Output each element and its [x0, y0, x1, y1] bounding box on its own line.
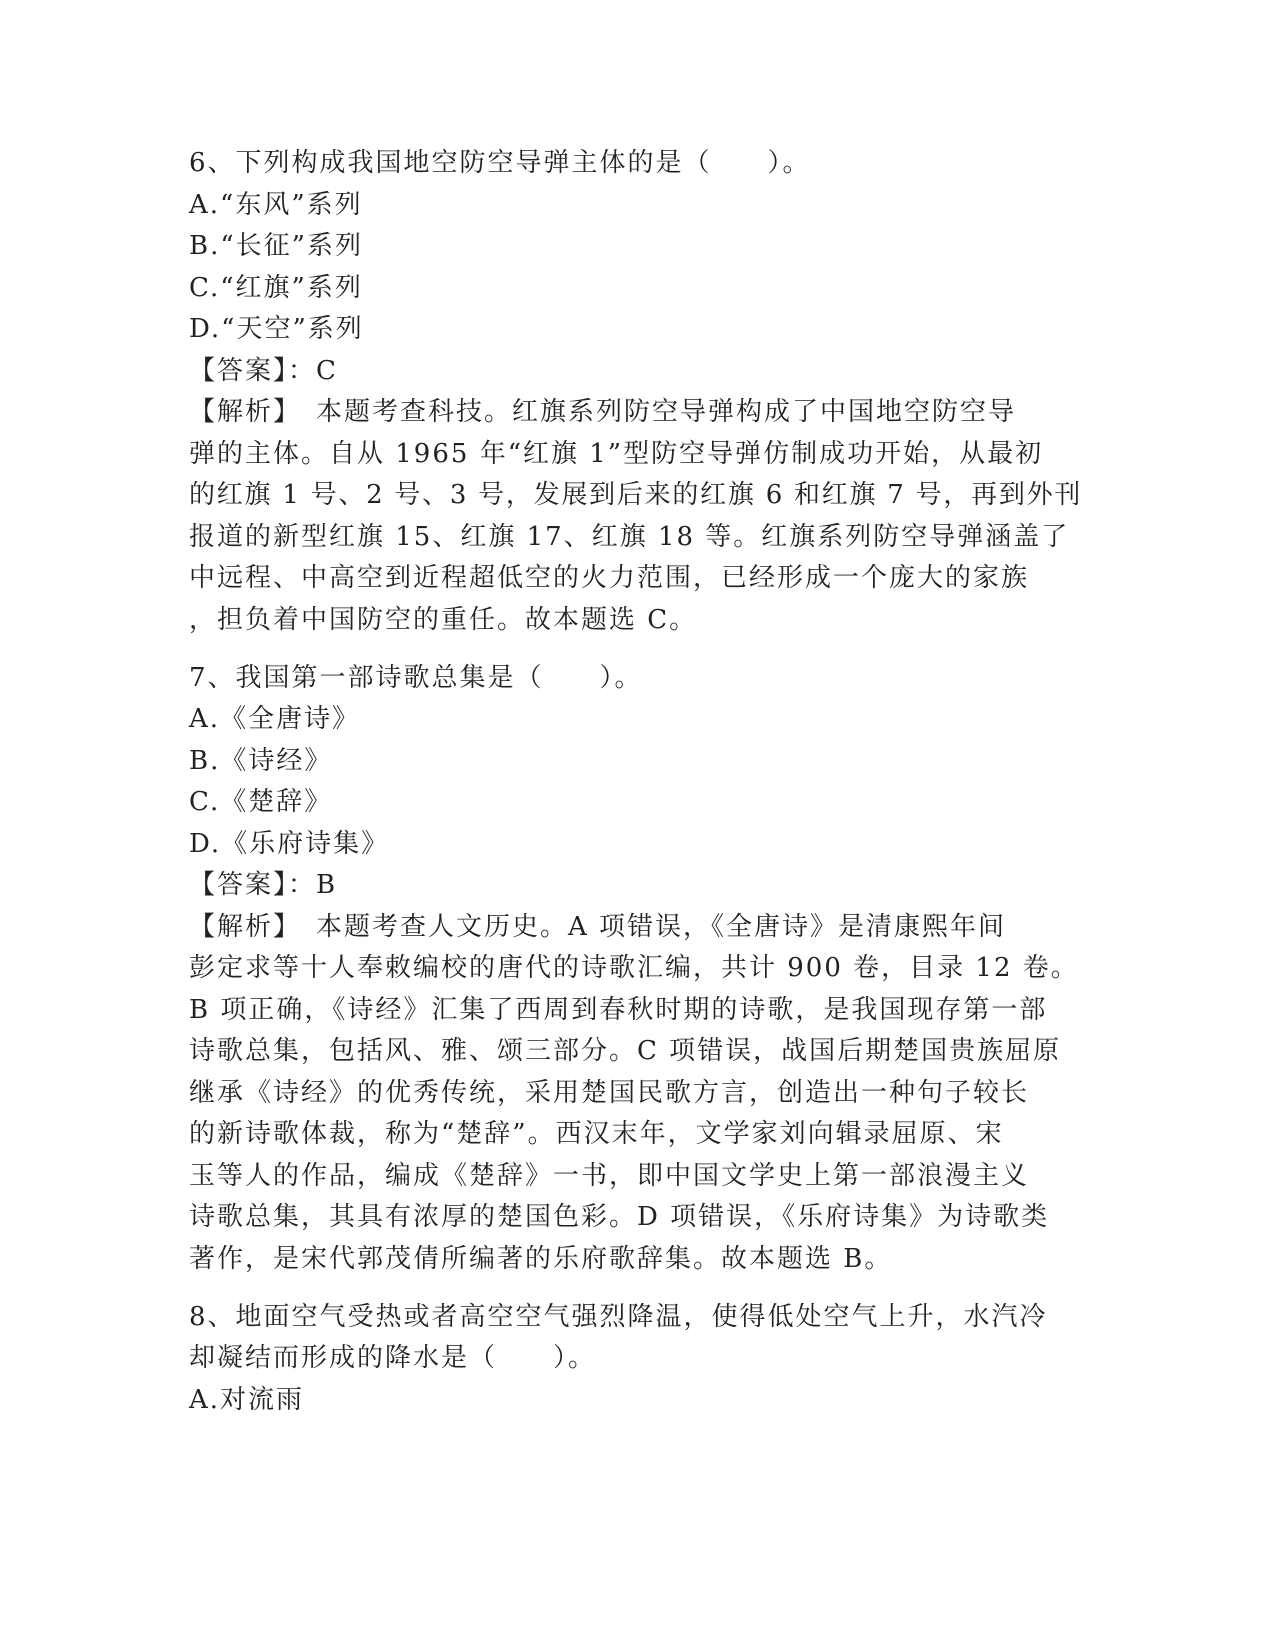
question-6-option-b: B.“长征”系列	[189, 231, 363, 261]
question-7-explanation-line: 继承《诗经》的优秀传统，采用楚国民歌方言，创造出一种句子较长	[189, 1078, 1030, 1108]
question-7-explanation-line: 玉等人的作品，编成《楚辞》一书，即中国文学史上第一部浪漫主义	[189, 1161, 1030, 1191]
question-7-explanation-line: 【解析】 本题考查人文历史。A 项错误，《全唐诗》是清康熙年间	[189, 912, 1007, 942]
question-7-option-a: A.《全唐诗》	[189, 704, 361, 734]
question-7-option-b: B.《诗经》	[189, 746, 333, 776]
question-7-answer: 【答案】：B	[189, 870, 338, 900]
question-6-explanation-line: 【解析】 本题考查科技。红旗系列防空导弹构成了中国地空防空导	[189, 397, 1017, 427]
question-6-explanation-line: 中远程、中高空到近程超低空的火力范围，已经形成一个庞大的家族	[189, 563, 1030, 593]
question-7-explanation-line: 诗歌总集，其具有浓厚的楚国色彩。D 项错误，《乐府诗集》为诗歌类	[189, 1202, 1050, 1232]
question-6-option-c: C.“红旗”系列	[189, 273, 363, 303]
question-8-option-a: A.对流雨	[189, 1385, 305, 1415]
question-6-explanation-line: 弹的主体。自从 1965 年“红旗 1”型防空导弹仿制成功开始，从最初	[189, 439, 1044, 469]
question-7-explanation-line: B 项正确，《诗经》汇集了西周到春秋时期的诗歌，是我国现存第一部	[189, 995, 1048, 1025]
question-7-explanation-line: 的新诗歌体裁，称为“楚辞”。西汉末年，文学家刘向辑录屈原、宋	[189, 1119, 1004, 1149]
question-8-stem: 却凝结而形成的降水是（ ）。	[189, 1343, 597, 1373]
question-7-explanation-line: 诗歌总集，包括风、雅、颂三部分。C 项错误，战国后期楚国贵族屈原	[189, 1036, 1062, 1066]
question-6-explanation-line: 报道的新型红旗 15、红旗 17、红旗 18 等。红旗系列防空导弹涵盖了	[189, 522, 1070, 552]
question-6-explanation-line: ，担负着中国防空的重任。故本题选 C。	[189, 605, 698, 635]
question-8-stem: 8、地面空气受热或者高空空气强烈降温，使得低处空气上升，水汽冷	[189, 1302, 1048, 1332]
question-7-explanation-line: 彭定求等十人奉敕编校的唐代的诗歌汇编，共计 900 卷，目录 12 卷。	[189, 953, 1079, 983]
question-6-option-d: D.“天空”系列	[189, 314, 364, 344]
question-7-explanation-line: 著作，是宋代郭茂倩所编著的乐府歌辞集。故本题选 B。	[189, 1244, 893, 1274]
question-7-option-d: D.《乐府诗集》	[189, 829, 390, 859]
question-6-explanation-line: 的红旗 1 号、2 号、3 号，发展到后来的红旗 6 和红旗 7 号，再到外刊	[189, 480, 1083, 510]
question-6-answer: 【答案】：C	[189, 356, 338, 386]
question-6-option-a: A.“东风”系列	[189, 190, 363, 220]
question-6-stem: 6、下列构成我国地空防空导弹主体的是（ ）。	[189, 148, 811, 178]
question-7-option-c: C.《楚辞》	[189, 787, 333, 817]
question-7-stem: 7、我国第一部诗歌总集是（ ）。	[189, 663, 643, 693]
